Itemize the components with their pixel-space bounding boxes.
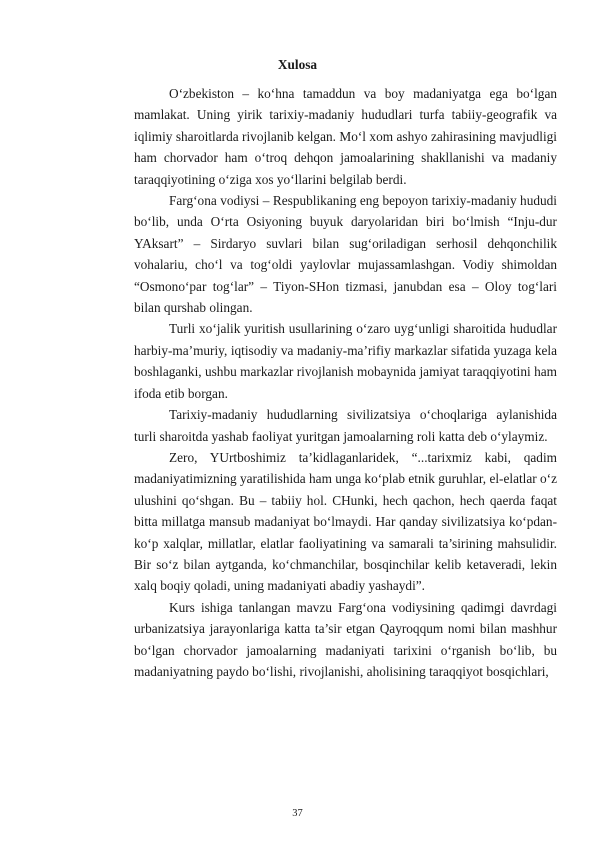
paragraph: Zero, YUrtboshimiz ta’kidlaganlaridek, “...tarixmiz kabi, qadim madaniyatimizning yaratilishida ham unga ko‘plab etnik guruhlar, el-elatlar o‘z ulushini qo‘shgan. Bu – tabiiy hol. CHunki, hech qachon, hech qaerda faqat bitta millatga mansub madaniyat bo‘lmaydi. Har qanday sivilizatsiya ko‘pdan-ko‘p xalqlar, millatlar, elatlar faoliyatining va samarali ta’sirining mahsulidir. Bir so‘z bilan aytganda, ko‘chmanchilar, bosqinchilar kelib ketaveradi, lekin xalq boqiy qoladi, uning madaniyati abadiy yashaydi”. xyxy=(134,449,557,594)
page-number: 37 xyxy=(292,808,303,819)
page-title: Xulosa xyxy=(277,57,318,72)
body-text xyxy=(134,83,557,682)
paragraph: Kurs ishiga tanlangan mavzu Farg‘ona vodiysining qadimgi davrdagi urbanizatsiya jarayonlariga katta ta’sir etgan Qayroqqum nomi bilan mashhur bo‘lgan chorvador jamoalarning madaniyati tarixini o‘rganish bo‘lib, bu madaniyatning paydo bo‘lishi, rivojlanishi, aholisining taraqqiyot bosqichlari, xyxy=(134,599,557,679)
paragraph: O‘zbekiston – ko‘hna tamaddun va boy madaniyatga ega bo‘lgan mamlakat. Uning yirik tarixiy-madaniy hududlari turfa tabiiy-geografik va iqlimiy sharoitlarda rivojlanib kelgan. Mo‘l xom ashyo zahirasining mavjudligi ham chorvador ham o‘troq dehqon jamoalarining shakllanishi va madaniy taraqqiyotining o‘ziga xos yo‘llarini belgilab berdi. xyxy=(134,86,557,187)
paragraph: Tarixiy-madaniy hududlarning sivilizatsiya o‘choqlariga aylanishida turli sharoitda yashab faoliyat yuritgan jamoalarning roli katta deb o‘ylaymiz. xyxy=(134,407,557,444)
paragraph: Turli xo‘jalik yuritish usullarining o‘zaro uyg‘unligi sharoitida hududlar harbiy-ma’muriy, iqtisodiy va madaniy-ma’rifiy markazlar sifatida yuzaga kela boshlaganki, ushbu markazlar rivojlanish mobaynida jamiyat taraqqiyotini ham ifoda etib borgan. xyxy=(134,321,557,401)
paragraph: Farg‘ona vodiysi – Respublikaning eng bepoyon tarixiy-madaniy hududi bo‘lib, unda O‘rta Osiyoning buyuk daryolaridan biri bo‘lmish “Inju-dur YAksart” – Sirdaryo suvlari bilan sug‘oriladigan serhosil dehqonchilik vohalariu, cho‘l va tog‘oldi yaylovlar mujassamlashgan. Vodiy shimoldan “Osmono‘par tog‘lar” – Tiyon-SHon tizmasi, janubdan esa – Oloy tog‘lari bilan qurshab olingan. xyxy=(134,193,557,316)
